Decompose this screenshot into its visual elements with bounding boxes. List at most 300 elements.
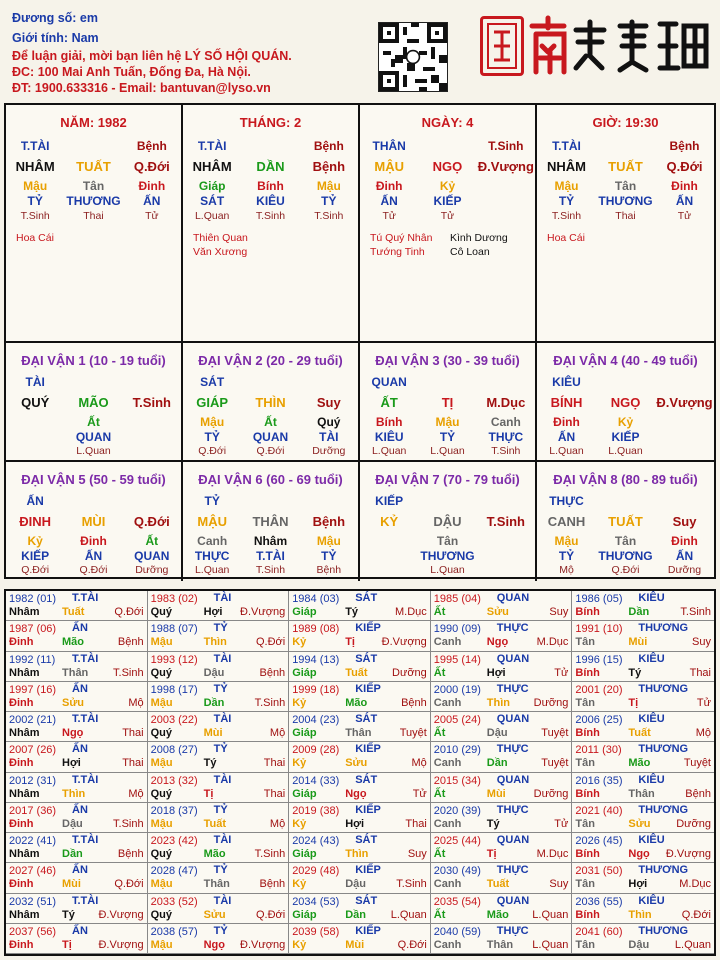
year-label: 1989 (08) [292,623,340,636]
year-label: 1983 (02) [150,593,198,605]
year-stem: Tân [575,817,595,830]
year-cell[interactable] [148,803,290,833]
dai-van-title: ĐẠI VẬN 2 (20 - 29 tuổi) [198,353,343,368]
year-god: ẤN [72,622,88,635]
year-cell[interactable] [6,652,148,682]
pillar-month [183,105,360,343]
pillar-stem: NHÂM [192,159,232,174]
year-branch: Dần [486,757,508,770]
year-god: T.TÀI [72,773,99,786]
qr-code-icon[interactable] [378,22,448,92]
hidden-stage: Thai [83,210,104,222]
hidden-stem: Kỷ [439,179,456,193]
year-stem: Mậu [150,938,173,951]
dai-van-8[interactable] [537,462,714,581]
dai-van-stage: Q.Đới [133,514,170,529]
hidden-god: TỶ [439,430,456,444]
year-stem: Nhâm [9,787,40,800]
year-branch: Tị [203,787,214,800]
hidden-stage: L.Quan [76,445,111,457]
year-cell[interactable] [572,773,714,803]
hidden-god: QUAN [252,430,289,444]
year-branch: Mão [62,636,84,649]
year-cell[interactable] [148,682,290,712]
year-stage: Suy [692,636,711,649]
year-god: THƯƠNG [638,924,689,937]
year-cell[interactable] [6,591,148,621]
year-label: 1985 (04) [433,593,481,605]
year-label: 2002 (21) [9,714,57,726]
year-stem: Kỷ [292,817,307,830]
year-branch: Tuất [345,666,368,679]
year-branch: Dậu [62,817,83,830]
year-god: THỰC [496,743,529,756]
year-cell[interactable] [6,621,148,651]
year-stem: Kỷ [292,696,307,709]
hidden-stem: Mậu [554,179,579,193]
year-stage: Tử [554,817,569,830]
year-branch: Sửu [628,817,651,830]
year-cell[interactable] [6,924,148,954]
dai-van-branch: THÌN [255,395,286,410]
year-god: ẤN [72,803,88,816]
star-note: Văn Xương [193,246,248,258]
year-stem: Kỷ [292,938,307,951]
year-label: 2039 (58) [292,925,340,938]
year-cell[interactable] [6,894,148,924]
year-god: ẤN [72,743,88,756]
chart-grid [4,103,716,579]
year-branch: Tị [62,938,72,951]
year-cell[interactable] [148,833,290,863]
year-branch: Thìn [345,848,369,860]
dai-van-stem: GIÁP [196,395,229,410]
year-branch: Mão [203,848,226,860]
hidden-stem: Tân [614,534,637,548]
hidden-god: QUAN [75,430,112,444]
year-branch: Dậu [345,878,366,891]
year-god: KIÊU [638,773,665,786]
dai-van-god: KIÊU [552,375,581,389]
dai-van-title: ĐẠI VẬN 7 (70 - 79 tuổi) [375,472,520,487]
year-branch: Thân [486,938,514,951]
year-stem: Ất [433,666,446,679]
year-god: ẤN [72,924,88,937]
year-label: 2036 (55) [575,895,623,908]
dai-van-3[interactable] [360,343,537,462]
year-stage: T.Sinh [113,666,144,679]
hidden-god: QUAN [134,549,170,563]
year-cell[interactable] [148,621,290,651]
year-stem: Bính [575,848,600,860]
year-label: 2020 (39) [433,804,481,817]
dai-van-6[interactable] [183,462,360,581]
year-cell[interactable] [572,924,714,954]
hidden-god: TỶ [321,194,337,208]
year-cell[interactable] [431,773,573,803]
year-branch: Hợi [203,606,223,618]
dai-van-stem: MẬU [197,514,227,529]
year-label: 1990 (09) [433,623,481,636]
year-branch: Hợi [345,817,365,830]
year-god: KIÊU [638,652,665,665]
dai-van-god: TỶ [204,494,220,508]
year-stage: Q.Đới [114,878,144,891]
year-cell[interactable] [148,742,290,772]
year-cell[interactable] [431,833,573,863]
year-god: T.TÀI [72,652,99,665]
dai-van-title: ĐẠI VẬN 5 (50 - 59 tuổi) [21,472,166,487]
pillar-title: NGÀY: 4 [421,115,474,130]
dai-van-title: ĐẠI VẬN 3 (30 - 39 tuổi) [375,353,520,368]
hidden-god: THƯƠNG [420,549,475,563]
year-label: 2001 (20) [575,683,623,696]
hidden-stem: Đinh [375,179,403,193]
year-cell[interactable] [431,863,573,893]
year-cell[interactable] [572,652,714,682]
year-cell[interactable] [572,591,714,621]
year-branch: Ngọ [628,848,650,860]
year-label: 2013 (32) [150,774,198,787]
pillar-top-stage: Bệnh [136,139,167,153]
dai-van-god: TÀI [25,375,45,389]
hidden-stage: Q.Đới [611,564,640,576]
year-branch: Hợi [486,666,506,679]
hidden-god: KIẾP [611,430,640,444]
year-cell[interactable] [6,863,148,893]
hidden-stem: Mậu [200,415,225,429]
year-label: 2000 (19) [433,683,481,696]
year-cell[interactable] [572,682,714,712]
dai-van-stem: ẤT [380,395,398,410]
year-branch: Tý [62,908,75,921]
year-branch: Hợi [62,757,81,770]
year-stem: Mậu [150,636,173,649]
hidden-stage: L.Quan [194,210,230,222]
year-cell[interactable] [289,742,431,772]
year-label: 2004 (23) [292,714,340,726]
year-cell[interactable] [148,712,290,742]
year-cell[interactable] [572,833,714,863]
pillar-branch: TUẤT [76,159,111,174]
hidden-stage: Dưỡng [312,445,346,457]
dai-van-stage: T.Sinh [132,395,171,410]
year-stem: Mậu [150,878,173,891]
hidden-stage: T.Sinh [255,564,286,576]
hidden-god: SÁT [200,194,225,208]
hidden-stage: L.Quan [549,445,584,457]
year-label: 2016 (35) [575,774,623,787]
year-stem: Ất [433,606,446,618]
dai-van-7[interactable] [360,462,537,581]
hidden-god: TÀI [319,430,339,444]
year-branch: Mùi [345,938,365,951]
hidden-stage: Dưỡng [135,564,169,576]
hidden-stage: L.Quan [430,445,465,457]
year-branch: Thân [345,727,372,739]
year-god: SÁT [355,834,378,846]
year-god: THỰC [496,622,529,635]
pillar-top-god: THÂN [372,139,406,153]
year-cell[interactable] [572,621,714,651]
year-god: THƯƠNG [638,682,689,695]
year-cell[interactable] [148,652,290,682]
year-stem: Canh [433,636,462,649]
year-cell[interactable] [148,894,290,924]
hidden-stage: Thai [615,210,636,222]
year-branch: Sửu [486,606,509,618]
dai-van-title: ĐẠI VẬN 1 (10 - 19 tuổi) [21,353,166,368]
pillar-title: GIỜ: 19:30 [592,115,659,130]
year-stage: L.Quan [532,908,569,921]
year-god: TÀI [213,894,232,907]
year-label: 2005 (24) [433,714,481,726]
year-stem: Quý [150,787,172,800]
pillar-stem: NHÂM [547,159,586,174]
year-god: ẤN [72,864,88,877]
year-branch: Dần [203,696,225,709]
dai-van-stage: M.Dục [486,395,526,410]
hidden-stem: Tân [436,534,459,548]
year-branch: Sửu [345,757,368,770]
year-god: QUAN [496,592,530,604]
pillar-stem: MẬU [374,159,404,174]
year-cell[interactable] [148,863,290,893]
year-cell[interactable] [289,682,431,712]
dai-van-title: ĐẠI VẬN 4 (40 - 49 tuổi) [553,353,698,368]
dai-van-branch: MÙI [81,514,106,529]
year-stem: Tân [575,878,595,891]
dai-van-stage: T.Sinh [486,514,525,529]
year-stage: Tuyệt [683,757,711,770]
year-label: 2023 (42) [150,835,198,847]
year-label: 1992 (11) [9,653,56,666]
year-label: 1988 (07) [150,623,198,636]
year-cell[interactable] [6,682,148,712]
year-cell[interactable] [289,803,431,833]
year-branch: Dần [62,848,83,860]
year-god: TÀI [213,713,232,725]
year-cell[interactable] [431,621,573,651]
year-god: SÁT [355,894,378,907]
star-note: Hoa Cái [16,232,54,244]
hidden-stage: T.Sinh [20,210,50,222]
year-label: 1999 (18) [292,683,340,696]
year-cell[interactable] [289,712,431,742]
year-cell[interactable] [289,863,431,893]
year-branch: Dần [628,606,650,618]
year-branch: Tị [486,848,497,860]
year-label: 1995 (14) [433,653,481,666]
year-branch: Mùi [62,878,81,891]
year-cell[interactable] [289,591,431,621]
year-branch: Tý [486,817,500,830]
year-cell[interactable] [6,742,148,772]
year-stage: T.Sinh [254,696,286,709]
year-cell[interactable] [572,712,714,742]
hidden-stem: Mậu [316,534,341,548]
year-stem: Đinh [9,817,34,830]
year-god: SÁT [355,652,378,665]
hidden-god: TỶ [204,430,220,444]
year-label: 2012 (31) [9,774,57,787]
year-cell[interactable] [431,894,573,924]
hidden-god: TỶ [558,549,575,563]
year-stem: Mậu [150,696,173,709]
year-stage: Tuyệt [399,727,427,739]
year-cell[interactable] [289,621,431,651]
year-stage: L.Quan [532,938,569,951]
year-label: 1998 (17) [150,683,198,696]
hidden-stem: Canh [197,534,228,548]
year-label: 2041 (60) [575,925,623,938]
year-stem: Tân [575,938,595,951]
year-stage: Tử [412,787,427,800]
year-cell[interactable] [431,924,573,954]
year-branch: Hợi [628,878,648,891]
year-branch: Mão [486,908,509,921]
year-god: THƯƠNG [638,864,689,877]
year-stem: Ất [433,727,446,739]
year-stage: M.Dục [536,848,569,860]
year-stem: Kỷ [292,636,307,649]
year-cell[interactable] [572,863,714,893]
year-god: SÁT [355,773,378,786]
year-stem: Quý [150,848,172,860]
pillar-title: NĂM: 1982 [60,115,127,130]
pillar-top-god: T.TÀI [197,139,227,153]
year-label: 2031 (50) [575,865,623,878]
year-label: 2019 (38) [292,804,340,817]
year-cell[interactable] [289,652,431,682]
year-stem: Ất [433,848,446,860]
year-stage: Q.Đới [397,938,427,951]
year-branch: Dậu [486,727,508,739]
year-cell[interactable] [431,682,573,712]
year-cell[interactable] [148,924,290,954]
seal-stamp-icon [480,16,524,76]
year-branch: Sửu [203,908,226,921]
year-branch: Tị [628,696,639,709]
year-cell[interactable] [431,712,573,742]
pillar-stage: Bệnh [312,159,346,174]
year-cell[interactable] [431,591,573,621]
year-stem: Mậu [150,757,173,770]
year-cell[interactable] [6,712,148,742]
year-branch: Thân [62,666,89,679]
year-cell[interactable] [289,833,431,863]
year-god: ẤN [72,682,88,695]
brand-logo [524,12,714,82]
dai-van-5[interactable] [6,462,183,581]
year-stage: Q.Đới [114,606,144,618]
dai-van-4[interactable] [537,343,714,462]
hidden-god: THỰC [194,549,230,563]
pillar-year [6,105,183,343]
year-cell[interactable] [6,803,148,833]
dai-van-branch: NGỌ [610,395,641,410]
year-stage: Thai [122,727,144,739]
year-stage: Mộ [269,817,286,830]
year-branch: Tị [345,636,355,649]
dai-van-god: QUAN [371,375,407,389]
hidden-stem: Tân [82,179,105,193]
year-cell[interactable] [572,803,714,833]
year-stage: M.Dục [395,606,427,618]
dai-van-1[interactable] [6,343,183,462]
pillar-stage: Q.Đới [133,159,170,174]
dai-van-stage: Suy [672,514,697,529]
year-branch: Thìn [203,636,227,649]
duong-so: Đương số: em [12,11,98,25]
year-branch: Dậu [203,666,225,679]
year-cell[interactable] [148,591,290,621]
year-stem: Canh [433,696,462,709]
pillar-hour [537,105,714,343]
year-stem: Kỷ [292,757,307,770]
hidden-stage: Bệnh [316,564,342,576]
dai-van-branch: TỊ [441,395,454,410]
hidden-stem: Canh [490,415,521,429]
year-stem: Bính [575,727,600,739]
year-stage: Bệnh [259,878,286,891]
hidden-god: T.TÀI [256,549,285,563]
year-label: 2022 (41) [9,835,57,847]
year-cell[interactable] [431,742,573,772]
year-cell[interactable] [289,773,431,803]
year-stem: Quý [150,727,172,739]
hidden-god: ẤN [380,194,398,208]
hidden-stem: Bính [375,415,403,429]
dai-van-2[interactable] [183,343,360,462]
year-stage: Đ.Vượng [240,606,286,618]
year-cell[interactable] [431,803,573,833]
year-god: KIẾP [355,743,381,756]
year-cell[interactable] [572,894,714,924]
pillar-top-stage: Bệnh [313,139,344,153]
year-cell[interactable] [148,773,290,803]
year-stage: Q.Đới [255,908,286,921]
year-god: T.TÀI [72,592,99,604]
year-god: T.TÀI [72,894,99,907]
year-stage: T.Sinh [254,848,286,860]
year-cell[interactable] [431,652,573,682]
hidden-stem: Mậu [23,179,48,193]
year-branch: Mão [345,696,368,709]
year-cell[interactable] [6,833,148,863]
star-note: Hoa Cái [547,232,585,244]
year-cell[interactable] [289,894,431,924]
year-stage: T.Sinh [113,817,144,830]
year-label: 2010 (29) [433,744,481,757]
year-label: 2007 (26) [9,744,57,757]
year-cell[interactable] [6,773,148,803]
year-god: KIẾP [355,924,381,937]
hidden-stem: Mậu [435,415,460,429]
year-label: 2015 (34) [433,774,481,787]
year-branch: Mùi [203,727,223,739]
hidden-stem: Giáp [198,179,226,193]
year-cell[interactable] [572,742,714,772]
year-stage: Tử [554,666,569,679]
year-god: THỰC [496,803,529,816]
year-stem: Bính [575,606,600,618]
hidden-stem: Bính [257,179,284,193]
year-cell[interactable] [289,924,431,954]
hidden-god: THƯƠNG [598,194,653,208]
dai-van-stage: Bệnh [312,514,346,529]
year-god: SÁT [355,713,378,725]
